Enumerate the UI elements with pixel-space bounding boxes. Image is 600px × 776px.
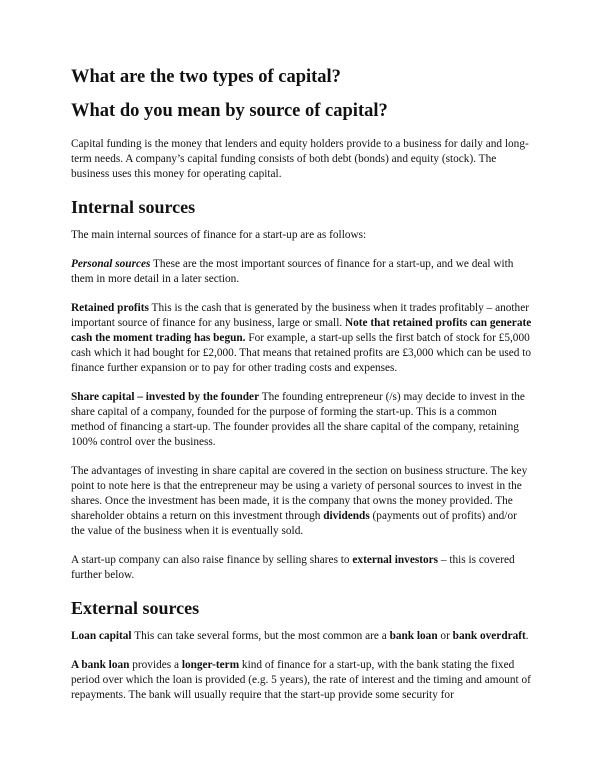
paragraph-capital-funding: Capital funding is the money that lenders and equity holders provide to a business for daily and long-term needs. A company’s capital funding consists of both debt (bonds) and equity (stock). The business uses this money for operating capital. (71, 138, 529, 180)
text-external-investors-b: – this is covered further below. (71, 554, 515, 581)
paragraph-share-capital (71, 390, 533, 450)
term-longer-term: longer-term (181, 659, 240, 671)
text-personal-sources: These are the most important sources of finance for a start-up, and we deal with them in more detail in a later section. (71, 258, 514, 285)
paragraph-personal-sources (71, 257, 533, 287)
text-advantages-a: The advantages of investing in share capital are covered in the section on business structure. The key point to note here is that the entrepreneur may be using a variety of personal sources to invest in the shares. Once the investment has been made, it is the company that owns the money provided. The shareholder obtains a return on this investment through (71, 465, 528, 522)
term-a-bank-loan: A bank loan (71, 659, 130, 671)
text-retained-profits-b: For example, a start-up sells the first batch of stock for £5,000 cash which it had bought for £2,000. That means that retained profits are £3,000 which can be used to finance further expansion or to pay for other trading costs and expenses. (71, 332, 532, 374)
paragraph-external-investors (71, 553, 533, 583)
paragraph-internal-intro: The main internal sources of finance for a start-up are as follows: (71, 229, 367, 241)
text-retained-profits-a: This is the cash that is generated by the business when it trades profitably – another important source of finance for any business, large or small. (71, 302, 529, 329)
text-loan-capital-c: . (525, 630, 529, 642)
paragraph-bank-loan (71, 658, 533, 703)
heading-source-of-capital: What do you mean by source of capital? (71, 101, 388, 121)
text-loan-capital-b: or (437, 630, 453, 642)
heading-internal-sources: Internal sources (71, 197, 196, 217)
term-retained-profits: Retained profits (71, 302, 149, 314)
term-bank-overdraft: bank overdraft (452, 630, 526, 642)
term-personal-sources: Personal sources (71, 258, 151, 270)
text-external-investors-a: A start-up company can also raise finance by selling shares to (71, 554, 353, 566)
paragraph-retained-profits (71, 301, 533, 376)
term-loan-capital: Loan capital (71, 630, 132, 642)
term-share-capital: Share capital – invested by the founder (71, 391, 260, 403)
term-dividends: dividends (323, 510, 370, 522)
text-loan-capital-a: This can take several forms, but the most common are a (131, 630, 390, 642)
heading-external-sources: External sources (71, 598, 200, 618)
note-retained-profits: Note that retained profits can generate cash the moment trading has begun. (71, 317, 532, 344)
document-body (71, 66, 533, 717)
term-external-investors: external investors (352, 554, 439, 566)
text-share-capital: The founding entrepreneur (/s) may decide to invest in the share capital of a company, founded for the purpose of forming the start-up. This is a common method of financing a start-up. The founder provides all the share capital of the company, retaining 100% control over the business. (71, 391, 525, 448)
paragraph-advantages (71, 464, 533, 539)
paragraph-loan-capital (71, 629, 533, 644)
term-bank-loan: bank loan (389, 630, 438, 642)
heading-two-types-of-capital: What are the two types of capital? (71, 67, 341, 87)
text-advantages-b: (payments out of profits) and/or the value of the business when it is eventually sold. (71, 510, 517, 537)
text-bank-loan-a: provides a (129, 659, 182, 671)
text-bank-loan-b: kind of finance for a start-up, with the bank stating the fixed period over which the loan is provided (e.g. 5 years), the rate of interest and the timing and amount of repayments. The bank will usually require that the start-up provide some security for (71, 659, 531, 701)
